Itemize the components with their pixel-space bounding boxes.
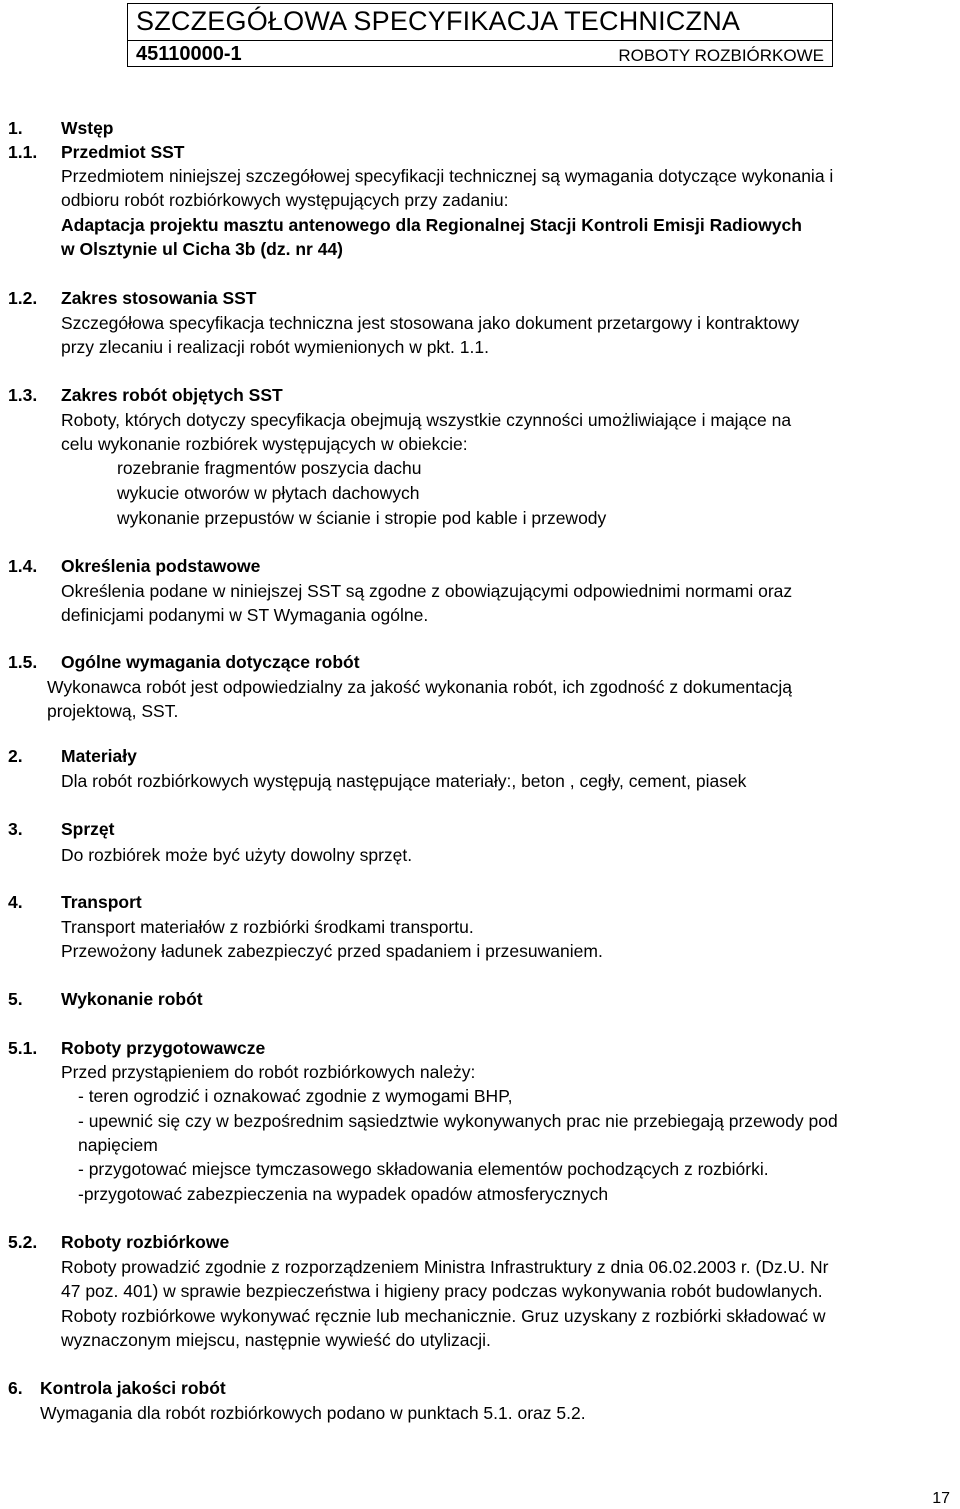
list-item: -przygotować zabezpieczenia na wypadek opadów atmosferycznych (78, 1184, 609, 1204)
section-heading: Zakres stosowania SST (61, 288, 257, 308)
paragraph-line: Roboty prowadzić zgodnie z rozporządzeniem Ministra Infrastruktury z dnia 06.02.2003 r. (Dz.U. Nr (61, 1257, 829, 1277)
section-heading: Sprzęt (61, 819, 115, 839)
section-number: 6. (8, 1378, 23, 1398)
header-divider (128, 40, 832, 41)
paragraph-line: Wymagania dla robót rozbiórkowych podano w punktach 5.1. oraz 5.2. (40, 1403, 586, 1423)
list-item: rozebranie fragmentów poszycia dachu (117, 458, 422, 478)
list-item: napięciem (78, 1135, 158, 1155)
section-number: 1.1. (8, 142, 38, 162)
section-number: 3. (8, 819, 23, 839)
paragraph-line: Do rozbiórek może być użyty dowolny sprzęt. (61, 845, 413, 865)
project-name-line: Adaptacja projektu masztu antenowego dla Regionalnej Stacji Kontroli Emisji Radiowych (61, 215, 802, 235)
paragraph-line: przy zlecaniu i realizacji robót wymienionych w pkt. 1.1. (61, 337, 489, 357)
paragraph-line: 47 poz. 401) w sprawie bezpieczeństwa i higieny pracy podczas wykonywania robót budowlanych. (61, 1281, 823, 1301)
paragraph-line: odbioru robót rozbiórkowych występujących przy zadaniu: (61, 190, 509, 210)
paragraph-line: Wykonawca robót jest odpowiedzialny za jakość wykonania robót, ich zgodność z dokumentacją (47, 677, 792, 697)
paragraph-line: Określenia podane w niniejszej SST są zgodne z obowiązującymi odpowiednimi normami oraz (61, 581, 793, 601)
cpv-code: 45110000-1 (136, 43, 242, 65)
page-number: 17 (932, 1490, 950, 1507)
paragraph-line: Przedmiotem niniejszej szczegółowej specyfikacji technicznej są wymagania dotyczące wykonania i (61, 166, 834, 186)
section-heading: Roboty przygotowawcze (61, 1038, 266, 1058)
section-heading: Materiały (61, 746, 137, 766)
paragraph-line: Dla robót rozbiórkowych występują następujące materiały:, beton , cegły, cement, piasek (61, 771, 747, 791)
section-number: 5. (8, 989, 23, 1009)
section-number: 1.4. (8, 556, 38, 576)
section-number: 1.2. (8, 288, 38, 308)
project-name-line: w Olsztynie ul Cicha 3b (dz. nr 44) (61, 239, 343, 259)
paragraph-line: definicjami podanymi w ST Wymagania ogólne. (61, 605, 429, 625)
section-number: 5.1. (8, 1038, 38, 1058)
section-heading: Kontrola jakości robót (40, 1378, 226, 1398)
section-number: 4. (8, 892, 23, 912)
section-heading: Zakres robót objętych SST (61, 385, 283, 405)
paragraph-line: projektową, SST. (47, 701, 179, 721)
paragraph-line: Przed przystąpieniem do robót rozbiórkowych należy: (61, 1062, 476, 1082)
list-item: wykonanie przepustów w ścianie i stropie pod kable i przewody (117, 508, 607, 528)
section-heading: Przedmiot SST (61, 142, 185, 162)
paragraph-line: Roboty rozbiórkowe wykonywać ręcznie lub mechanicznie. Gruz uzyskany z rozbiórki składować w (61, 1306, 826, 1326)
paragraph-line: wyznaczonym miejscu, następnie wywieść do utylizacji. (61, 1330, 491, 1350)
list-item: - przygotować miejsce tymczasowego składowania elementów pochodzących z rozbiórki. (78, 1159, 769, 1179)
paragraph-line: Szczegółowa specyfikacja techniczna jest stosowana jako dokument przetargowy i kontraktowy (61, 313, 800, 333)
section-number: 1.5. (8, 652, 38, 672)
document-title: SZCZEGÓŁOWA SPECYFIKACJA TECHNICZNA (136, 6, 741, 36)
section-number: 1.3. (8, 385, 38, 405)
section-heading: Wstęp (61, 118, 114, 138)
list-item: - teren ogrodzić i oznakować zgodnie z wymogami BHP, (78, 1086, 513, 1106)
header-box (127, 3, 833, 67)
paragraph-line: celu wykonanie rozbiórek występujących w obiekcie: (61, 434, 468, 454)
section-heading: Wykonanie robót (61, 989, 203, 1009)
section-number: 2. (8, 746, 23, 766)
list-item: - upewnić się czy w bezpośrednim sąsiedztwie wykonywanych prac nie przebiegają przewody pod (78, 1111, 838, 1131)
section-heading: Określenia podstawowe (61, 556, 261, 576)
paragraph-line: Przewożony ładunek zabezpieczyć przed spadaniem i przesuwaniem. (61, 941, 603, 961)
section-number: 5.2. (8, 1232, 38, 1252)
section-number: 1. (8, 118, 23, 138)
works-name: ROBOTY ROZBIÓRKOWE (618, 46, 824, 65)
section-heading: Transport (61, 892, 142, 912)
paragraph-line: Roboty, których dotyczy specyfikacja obejmują wszystkie czynności umożliwiające i mające na (61, 410, 792, 430)
section-heading: Roboty rozbiórkowe (61, 1232, 230, 1252)
section-heading: Ogólne wymagania dotyczące robót (61, 652, 360, 672)
paragraph-line: Transport materiałów z rozbiórki środkami transportu. (61, 917, 474, 937)
list-item: wykucie otworów w płytach dachowych (117, 483, 420, 503)
